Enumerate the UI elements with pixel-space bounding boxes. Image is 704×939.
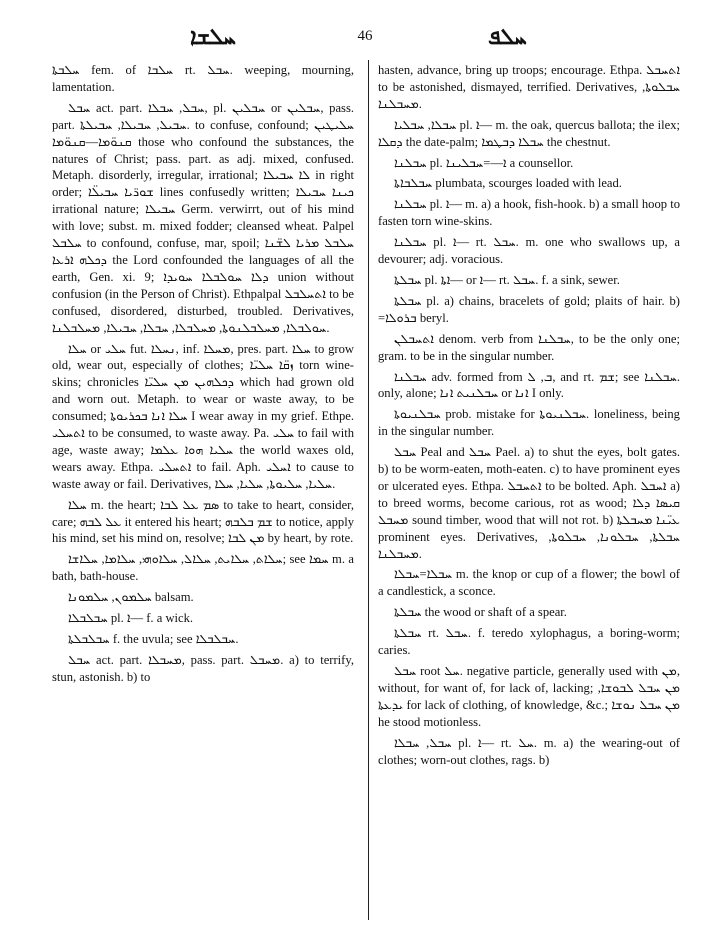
dictionary-entry: ܚܒܠ act. part. ܚܒܠ, ܚܒܠܐ, pl. ܚܒܠܝܢ or ܚܒܠܝܢ, pass. part. ܚܒܝܠ, ܚܒܝܠܐ, ܚܒܝܠܬܐ. to confuse, confound; ܚܠܝܛܝܢ ܩܢܘ̈ܡܐ—ܩܢܘ̈ܡܐ those who confound the substances, the natures of Christ; pass. part. as adj. mixed, confused. Metaph. disorderly, irregular, irrational; ܠܐ ܚܒܝܠܐ in right order; ܫܘܪ̈ܝܐ ܚܒܝܠ̈ܐ lines confusedly written; ܟܝܢܐ ܚܒܝܠܐ irrational nature; ܚܒܝܠܐ Germ. verwirrt, out of his mind with love; subst. m. mixed fodder; cleansed wheat. Palpel ܚܠܒܠ to confound, confuse, mar, spoil; ܚܠܒܠ ܡܪܝܐ ܠܫ̈ܢܐ ܕܟܠܗ ܐܪܥܐ the Lord confounded the languages of all the earth, Gen. xi. 9; ܕܠܐ ܚܘܠܒܠܐ ܚܘܝܕܐ union without confusion (in the Person of Christ). Ethpalpal ܐܬܚܠܒܠ to be confused, disordered, disturbed, troubled. Derivatives, ܚܘܠܒܠܐ, ܡܚܠܒܠܢܘܬܐ, ܡܚܠܒܠܐ, ܚܒܠܐ, ܚܒܝܠܐ, ܡܚܠܒܠܢܐ. (52, 100, 355, 335)
dictionary-entry: ܚܒܠܐ=ܚܒܠܐ m. the knop or cup of a flower; the bowl of a candlestick, a sconce. (378, 567, 680, 599)
dictionary-entry: ܐܬܚܒܠܢ denom. verb from ܚܒܠܢܐ, to be the only one; gram. to be in the singular number. (378, 331, 680, 363)
dictionary-entry: ܚܒܠܢܐ pl. ܐ— rt. ܚܒܠ. m. one who swallows up, a devourer; adj. voracious. (378, 235, 680, 267)
dictionary-entry: ܚܒܠ Peal and ܚܒܠ Pael. a) to shut the eyes, bolt gates. b) to be worm-eaten, moth-eaten. c) to have prominent eyes or ulcerated eyes. Ethpa. ܐܬܚܒܠ to be bolted. Aph. ܐܚܒܠ a) to breed worms, become carious, rot as wood; ܩܝܣܐ ܕܠܐ ܡܚܒܠ sound timber, wood that will not rot. b) ܥܝ̈ܢܐ ܡܚܒܠܬܐ prominent eyes. Derivatives, ܚܒܠܬܐ, ܚܒܠܘܢܐ, ܚܒܠܘܬܐ, ܡܚܒܠܢܐ. (378, 445, 681, 561)
dictionary-entry: ܚܠܐܬ, ܚܠܐܝܬ, ܚܠܐܠ, ܚܠܐܘܗܝ, ܚܠܐܡܐ, ܚܠܐܫܐ; see ܚܡܐ m. a bath, bath-house. (52, 552, 354, 584)
dictionary-entry: ܚܠܒܬܐ fem. of ܚܠܒܐ rt. ܚܒܠ. weeping, mourning, lamentation. (52, 63, 354, 94)
dictionary-entry: ܚܒܠܒܠܐ pl. ܐ— f. a wick. (68, 611, 194, 626)
page-number: 46 (357, 28, 373, 44)
dictionary-entry: ܚܒܠܢܐ pl. ܐ— m. a) a hook, fish-hook. b) a small hoop to fasten torn wine-skins. (378, 197, 680, 229)
dictionary-entry: ܚܒܠܢܐ adv. formed from ܒ, ܠ, and rt. ܫܡ; see ܚܒܠܢܐ. only, alone; ܚܒܠܢܝܬ ܐܢܐ or ܐܢܐ I only. (378, 369, 680, 401)
left-column (52, 62, 354, 690)
dictionary-entry: ܚܠܡܘܢ, ܚܠܡܘܢܐ balsam. (68, 590, 194, 605)
right-column (378, 62, 680, 772)
dictionary-entry: ܚܠܐ m. the heart; ܣܡ ܥܠ ܠܒܐ to take to heart, consider, care; ܥܠ ܠܒܗ it entered his heart; ܫܡ ܒܠܒܗ to notice, apply his mind, set his mind on, resolve; ܡܢ ܠܒܐ by heart, by rote. (52, 497, 355, 546)
dictionary-entry: ܚܒܠܐ, ܚܒܠܝܐ pl. ܐ— m. the oak, quercus ballota; the ilex; ܕܩܠܐ the date-palm; ܚܒܠܐ ܕܒܛܡܐ the chestnut. (378, 117, 681, 149)
dictionary-entry: ܚܠܐ or ܚܠܝ fut. ܢܚܠܐ, inf. ܡܚܠܐ, pres. part. ܚܠܐ to grow old, wear out, especially of clothes; ܙܩ̈ܐ ܚܠܝ̈ܐ torn wine-skins; chronicles ܕܟܠܗܝܢ ܡܢ ܚܠܝ̈ܐ which had grown old and worn out. Metaph. to wear or waste away, to be consumed; ܚܠܐ ܐܢܐ ܒܟܪܝܘܬܐ I wear away in my grief. Ethpe. ܐܬܚܠܝ to be consumed, to waste away. Pa. ܚܠܝ to fail with age, waste away; ܚܠܝܐ ܗܘܐ ܥܠܡܐ the world waxes old, wears away. Ethpa. ܐܬܚܠܝ to fail. Aph. ܐܚܠܝ to cause to waste away or fail. Derivatives, ܚܠܝܐ, ܚܠܝܘܬܐ, ܚܠܝܐ, ܚܠܐ. (52, 341, 354, 491)
dictionary-entry: ܚܒܠ, ܚܒܠܐ pl. ܐ— rt. ܚܠ. m. a) the wearing-out of clothes; worn-out clothes, rags. b) (378, 735, 681, 767)
column-divider (368, 60, 369, 920)
dictionary-entry: ܚܒܠܢܐ pl. ܐ—=ܚܒܠܝܢܐ a counsellor. (394, 155, 574, 170)
dictionary-entry: ܚܒܠܒܠܬܐ f. the uvula; see ܚܒܠܒܠܐ. (68, 632, 239, 646)
dictionary-entry: ܚܒܠܢܝܘܬܐ prob. mistake for ܚܒܠܢܝܘܬܐ. loneliness, being in the singular number. (378, 407, 680, 439)
dictionary-entry: ܚܒܠܬܐ rt. ܚܒܠ. f. teredo xylophagus, a boring-worm; caries. (378, 626, 680, 658)
dictionary-entry: ܚܒܠܒܐܬܐ plumbata, scourges loaded with lead. (394, 176, 622, 191)
dictionary-entry: ܚܒܠܬܐ the wood or shaft of a spear. (394, 605, 567, 620)
dictionary-entry: ܚܒܠ root ܚܠ. negative particle, generally used with ܡܢ, without, for want of, for lack of, lacking; ܡܢ ܚܒܠ ܠܒܘܫܐ, ܝܕܥܬܐ for lack of clothing, of knowledge, &c.; ܡܢ ܚܒܠ ܢܘܫܐ he stood motionless. (378, 664, 680, 729)
page-header (0, 22, 704, 52)
dictionary-entry: ܚܒܠܬܐ pl. a) chains, bracelets of gold; plaits of hair. b) =ܒܪܘܠܐ beryl. (378, 293, 680, 325)
dictionary-entry: ܚܒܠ act. part. ܡܚܒܠܐ, pass. part. ܡܚܒܠ. a) to terrify, stun, astonish. b) to (52, 652, 354, 684)
dictionary-entry: hasten, advance, bring up troops; encourage. Ethpa. ܐܬܚܒܠ to be astonished, dismayed, terrified. Derivatives, ܚܒܠܘܬܐ, ܡܚܒܠܢܐ. (378, 63, 680, 111)
dictionary-entry: ܚܒܠܬܐ pl. ܐܬܐ— or ܐ— rt. ܚܒܠ. f. a sink, sewer. (394, 272, 620, 287)
header-right-word: ܚܠܦ (488, 24, 527, 49)
header-left-word: ܚܠܫܐ (190, 24, 236, 49)
